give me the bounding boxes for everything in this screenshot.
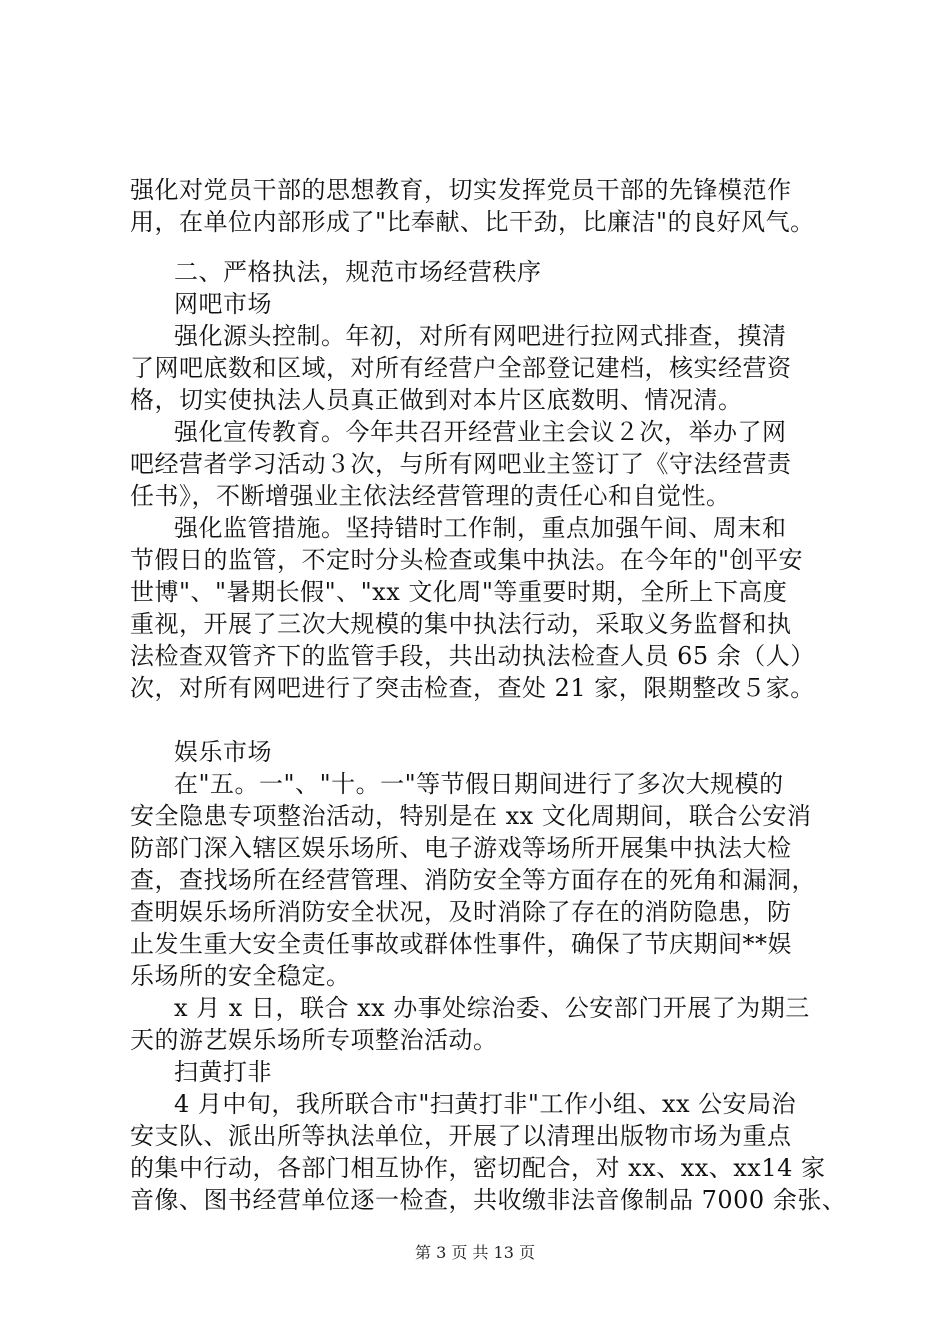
text-line: 查，查找场所在经营管理、消防安全等方面存在的死角和漏洞， bbox=[130, 866, 816, 894]
text-line: 安支队、派出所等执法单位，开展了以清理出版物市场为重点 bbox=[130, 1122, 792, 1150]
text-line: 音像、图书经营单位逐一检查，共收缴非法音像制品 7000 余张、 bbox=[130, 1186, 847, 1214]
text-line: 了网吧底数和区域，对所有经营户全部登记建档，核实经营资 bbox=[130, 354, 792, 382]
section-heading: 二、严格执法，规范市场经营秩序 bbox=[174, 258, 542, 286]
subsection-heading: 娱乐市场 bbox=[174, 738, 272, 766]
text-line: 4 月中旬，我所联合市"扫黄打非"工作小组、xx 公安局治 bbox=[174, 1090, 797, 1118]
text-line: 重视，开展了三次大规模的集中执法行动，采取义务监督和执 bbox=[130, 610, 792, 638]
text-line: 格，切实使执法人员真正做到对本片区底数明、情况清。 bbox=[130, 386, 743, 414]
text-line: 法检查双管齐下的监管手段，共出动执法检查人员 65 余（人） bbox=[130, 642, 815, 670]
text-line: 在"五。一"、"十。一"等节假日期间进行了多次大规模的 bbox=[174, 770, 784, 798]
text-line: 的集中行动，各部门相互协作，密切配合，对 xx、xx、xx14 家 bbox=[130, 1154, 826, 1182]
page-footer: 第 3 页 共 13 页 bbox=[415, 1243, 535, 1262]
document-body bbox=[130, 174, 847, 1216]
text-line: 节假日的监管，不定时分头检查或集中执法。在今年的"创平安 bbox=[130, 546, 804, 574]
text-line: 任书》，不断增强业主依法经营管理的责任心和自觉性。 bbox=[130, 482, 731, 510]
text-line: 天的游艺娱乐场所专项整治活动。 bbox=[130, 1026, 498, 1054]
text-line: 吧经营者学习活动３次，与所有网吧业主签订了《守法经营责 bbox=[130, 450, 792, 478]
text-line: 强化源头控制。年初，对所有网吧进行拉网式排查，摸清 bbox=[174, 322, 787, 350]
text-line: 止发生重大安全责任事故或群体性事件，确保了节庆期间**娱 bbox=[130, 930, 792, 958]
paragraph-gap bbox=[130, 238, 830, 256]
paragraph-gap bbox=[130, 704, 830, 736]
text-line: 乐场所的安全稳定。 bbox=[130, 962, 351, 990]
text-line: 查明娱乐场所消防安全状况，及时消除了存在的消防隐患，防 bbox=[130, 898, 792, 926]
text-line: 用，在单位内部形成了"比奉献、比干劲，比廉洁"的良好风气。 bbox=[130, 208, 815, 236]
text-line: 次，对所有网吧进行了突击检查，查处 21 家，限期整改５家。 bbox=[130, 674, 815, 702]
subsection-heading: 网吧市场 bbox=[174, 290, 272, 318]
text-line: 防部门深入辖区娱乐场所、电子游戏等场所开展集中执法大检 bbox=[130, 834, 792, 862]
text-line: x 月 x 日，联合 xx 办事处综治委、公安部门开展了为期三 bbox=[174, 994, 810, 1022]
text-line: 强化宣传教育。今年共召开经营业主会议２次，举办了网 bbox=[174, 418, 787, 446]
text-line: 强化对党员干部的思想教育，切实发挥党员干部的先锋模范作 bbox=[130, 176, 792, 204]
text-line: 世博"、"暑期长假"、"xx 文化周"等重要时期，全所上下高度 bbox=[130, 578, 788, 606]
subsection-heading: 扫黄打非 bbox=[174, 1058, 272, 1086]
text-line: 强化监管措施。坚持错时工作制，重点加强午间、周末和 bbox=[174, 514, 787, 542]
text-line: 安全隐患专项整治活动，特别是在 xx 文化周期间，联合公安消 bbox=[130, 802, 812, 830]
